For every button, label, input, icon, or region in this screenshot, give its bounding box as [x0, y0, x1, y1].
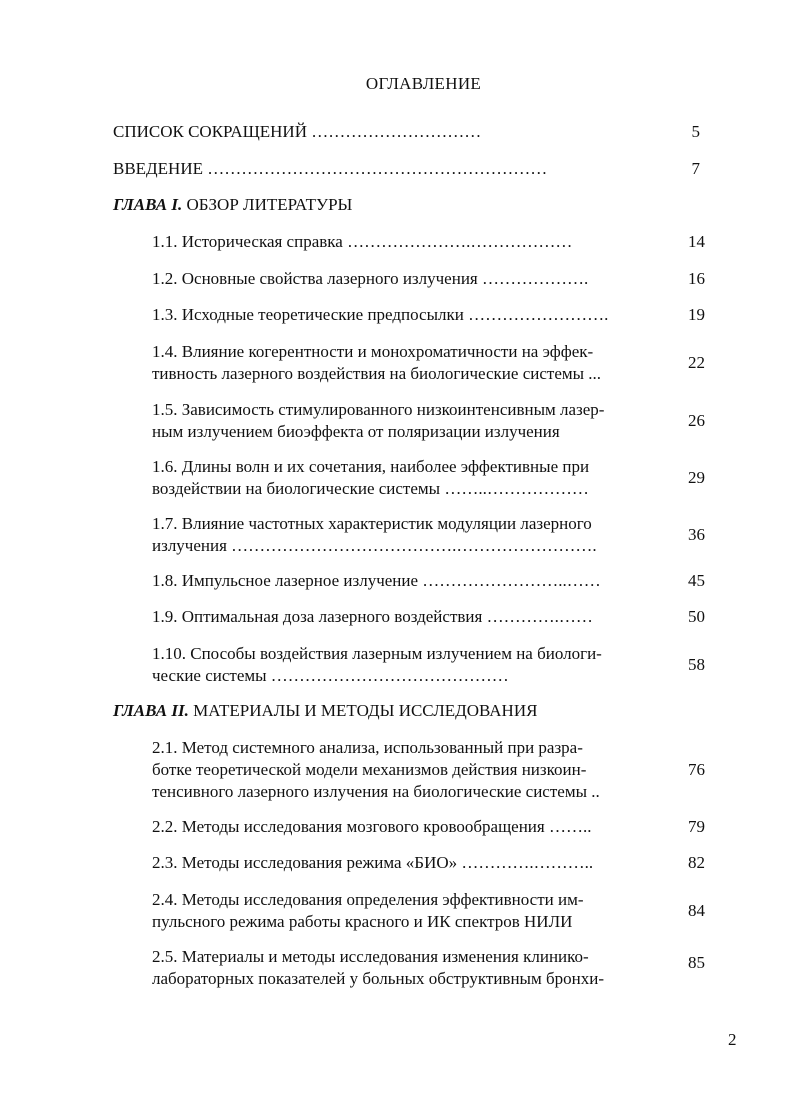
toc-section-line: тивность лазерного воздействия на биологические системы ... — [152, 364, 602, 383]
toc-section-line: пульсного режима работы красного и ИК спектров НИЛИ — [152, 912, 573, 931]
toc-section-line: 1.1. Историческая справка ………………….……………… — [152, 232, 573, 251]
toc-section-line: 1.5. Зависимость стимулированного низкоинтенсивным лазер- — [152, 400, 605, 419]
toc-section-line: 2.5. Материалы и методы исследования изменения клинико- — [152, 947, 589, 966]
chapter-label: ГЛАВА I. — [113, 195, 183, 214]
toc-section[interactable] — [152, 946, 705, 990]
toc-section[interactable] — [152, 341, 705, 385]
toc-section[interactable] — [152, 231, 705, 253]
toc-section-line: 1.10. Способы воздействия лазерным излучением на биологи- — [152, 644, 602, 663]
toc-section-page: 58 — [688, 655, 705, 674]
toc-section[interactable] — [152, 816, 705, 838]
toc-section[interactable] — [152, 304, 705, 326]
toc-section-page: 45 — [688, 571, 705, 590]
toc-section[interactable] — [152, 643, 705, 687]
page-title: ОГЛАВЛЕНИЕ — [365, 74, 482, 93]
toc-section-page: 79 — [688, 817, 705, 836]
chapter-title: МАТЕРИАЛЫ И МЕТОДЫ ИССЛЕДОВАНИЯ — [193, 701, 538, 720]
toc-section[interactable] — [152, 456, 705, 500]
toc-section[interactable] — [152, 606, 705, 628]
toc-section-page: 84 — [688, 901, 705, 920]
toc-section-line: 1.8. Импульсное лазерное излучение ……………………..…… — [152, 571, 601, 590]
toc-section[interactable] — [152, 399, 705, 443]
toc-section-line: 2.2. Методы исследования мозгового кровообращения …….. — [152, 817, 592, 836]
toc-section-page: 36 — [688, 525, 705, 544]
toc-entry-page: 7 — [691, 159, 700, 178]
toc-section-page: 50 — [688, 607, 705, 626]
toc-section-page: 76 — [688, 760, 705, 779]
toc-entry-page: 5 — [691, 122, 700, 141]
toc-section[interactable] — [152, 513, 705, 557]
toc-section[interactable] — [152, 570, 705, 592]
toc-section-page: 16 — [688, 269, 705, 288]
chapter-title: ОБЗОР ЛИТЕРАТУРЫ — [186, 195, 353, 214]
chapter-heading-2[interactable] — [113, 700, 537, 722]
toc-section-line: лабораторных показателей у больных обструктивным бронхи- — [152, 969, 604, 988]
toc-section[interactable] — [152, 852, 705, 874]
toc-entry-label: ВВЕДЕНИЕ …………………………………………………… — [113, 159, 548, 178]
toc-section[interactable] — [152, 737, 705, 803]
toc-section-line: 2.1. Метод системного анализа, использованный при разра- — [152, 738, 583, 757]
toc-section-line: 1.2. Основные свойства лазерного излучения ………………. — [152, 269, 589, 288]
toc-section-line: излучения ………………………………….……………………. — [152, 536, 597, 555]
toc-section-line: воздействии на биологические системы ……..……………… — [152, 479, 589, 498]
toc-section-line: 1.6. Длины волн и их сочетания, наиболее эффективные при — [152, 457, 590, 476]
toc-section-page: 29 — [688, 468, 705, 487]
toc-section-line: 2.3. Методы исследования режима «БИО» ………….……….. — [152, 853, 594, 872]
toc-section[interactable] — [152, 268, 705, 290]
toc-section-page: 14 — [688, 232, 705, 251]
toc-section-page: 82 — [688, 853, 705, 872]
toc-section-line: тенсивного лазерного излучения на биологические системы .. — [152, 782, 600, 801]
toc-section-line: ботке теоретической модели механизмов действия низкоин- — [152, 760, 587, 779]
toc-section-line: 1.9. Оптимальная доза лазерного воздействия ………….…… — [152, 607, 593, 626]
toc-entry-label: СПИСОК СОКРАЩЕНИЙ ………………………… — [113, 122, 482, 141]
toc-section-page: 26 — [688, 411, 705, 430]
toc-section-line: 1.3. Исходные теоретические предпосылки ……………………. — [152, 305, 609, 324]
toc-section-line: 2.4. Методы исследования определения эффективности им- — [152, 890, 584, 909]
toc-section-line: ным излучением биоэффекта от поляризации излучения — [152, 422, 560, 441]
toc-section-page: 19 — [688, 305, 705, 324]
toc-section-line: 1.7. Влияние частотных характеристик модуляции лазерного — [152, 514, 592, 533]
chapter-label: ГЛАВА II. — [113, 701, 189, 720]
chapter-heading-1[interactable] — [113, 194, 352, 216]
page-number: 2 — [728, 1030, 737, 1049]
toc-section-line: 1.4. Влияние когерентности и монохроматичности на эффек- — [152, 342, 594, 361]
toc-section-page: 85 — [688, 953, 705, 972]
toc-section-page: 22 — [688, 353, 705, 372]
toc-section[interactable] — [152, 889, 705, 933]
toc-section-line: ческие системы …………………………………… — [152, 666, 509, 685]
